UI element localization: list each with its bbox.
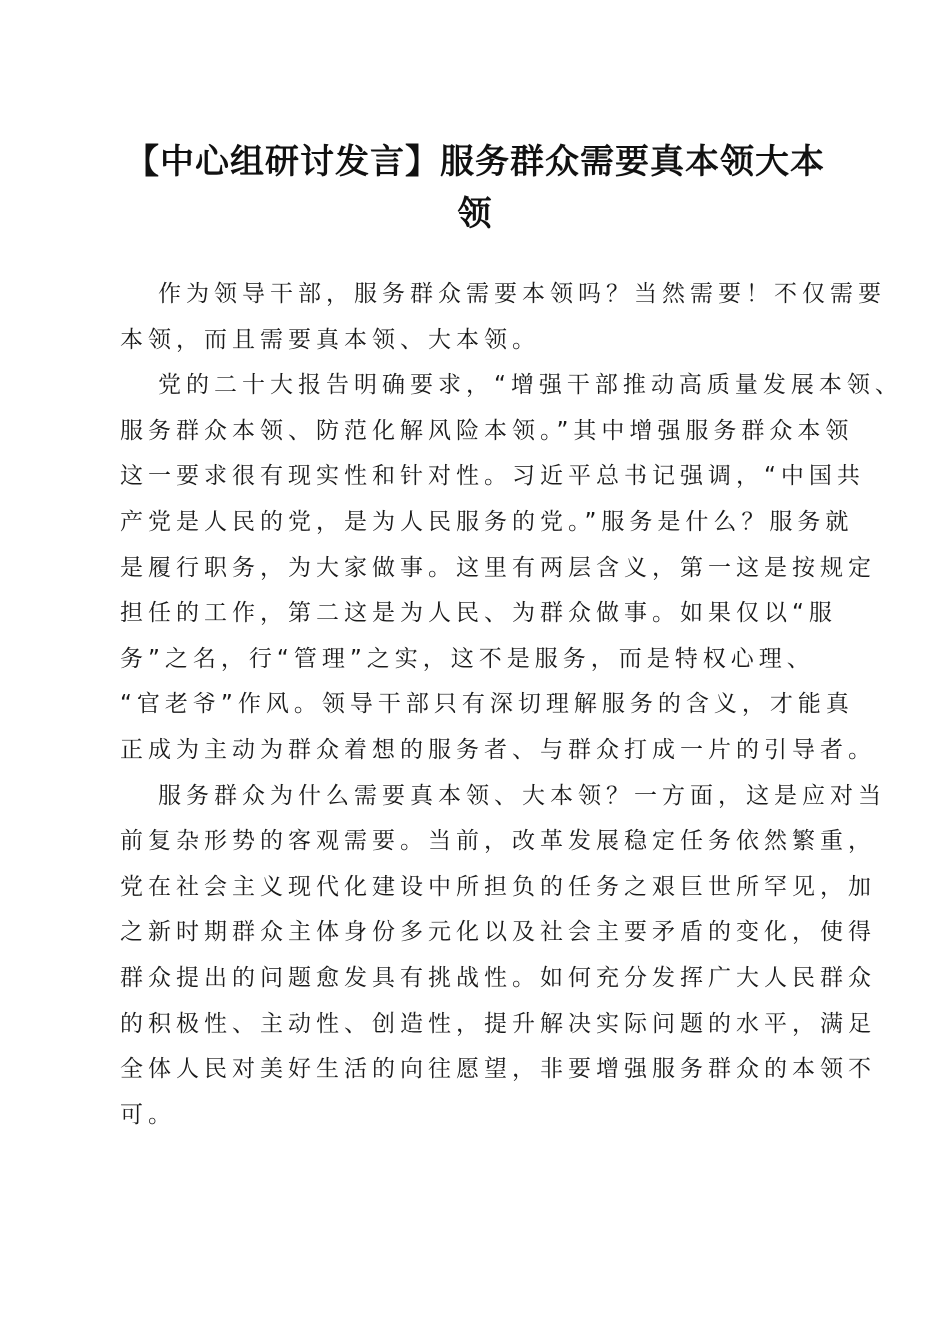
text-line: “官老爷”作风。领导干部只有深切理解服务的含义，才能真 (120, 691, 854, 718)
text-line: 产党是人民的党，是为人民服务的党。”服务是什么？服务就 (120, 508, 854, 535)
document-title (100, 136, 850, 240)
text-line: 可。 (120, 1101, 176, 1128)
text-line: 服务群众本领、防范化解风险本领。”其中增强服务群众本领 (120, 417, 854, 444)
title-line: 【中心组研讨发言】服务群众需要真本领大本 (125, 142, 825, 182)
paragraph-3 (120, 774, 886, 1139)
text-line: 之新时期群众主体身份多元化以及社会主要矛盾的变化，使得 (120, 919, 876, 946)
paragraph-2 (120, 363, 903, 773)
document-body (120, 272, 903, 1138)
text-line: 务”之名，行“管理”之实，这不是服务，而是特权心理、 (120, 645, 815, 672)
text-line: 群众提出的问题愈发具有挑战性。如何充分发挥广大人民群众 (120, 964, 876, 991)
text-line: 的积极性、主动性、创造性，提升解决实际问题的水平，满足 (120, 1010, 876, 1037)
paragraph-1 (120, 272, 886, 363)
title-line: 领 (457, 194, 493, 234)
text-line: 担任的工作，第二这是为人民、为群众做事。如果仅以“服 (120, 600, 837, 627)
text-line: 全体人民对美好生活的向往愿望，非要增强服务群众的本领不 (120, 1056, 876, 1083)
text-line: 党的二十大报告明确要求，“增强干部推动高质量发展本领、 (158, 372, 903, 399)
text-line: 是履行职务，为大家做事。这里有两层含义，第一这是按规定 (120, 554, 876, 581)
text-line: 这一要求很有现实性和针对性。习近平总书记强调，“中国共 (120, 463, 865, 490)
text-line: 本领，而且需要真本领、大本领。 (120, 326, 540, 353)
text-line: 正成为主动为群众着想的服务者、与群众打成一片的引导者。 (120, 736, 876, 763)
text-line: 党在社会主义现代化建设中所担负的任务之艰巨世所罕见，加 (120, 873, 876, 900)
text-line: 作为领导干部，服务群众需要本领吗？当然需要！不仅需要 (158, 281, 886, 307)
text-line: 前复杂形势的客观需要。当前，改革发展稳定任务依然繁重， (120, 828, 876, 855)
text-line: 服务群众为什么需要真本领、大本领？一方面，这是应对当 (158, 782, 886, 809)
